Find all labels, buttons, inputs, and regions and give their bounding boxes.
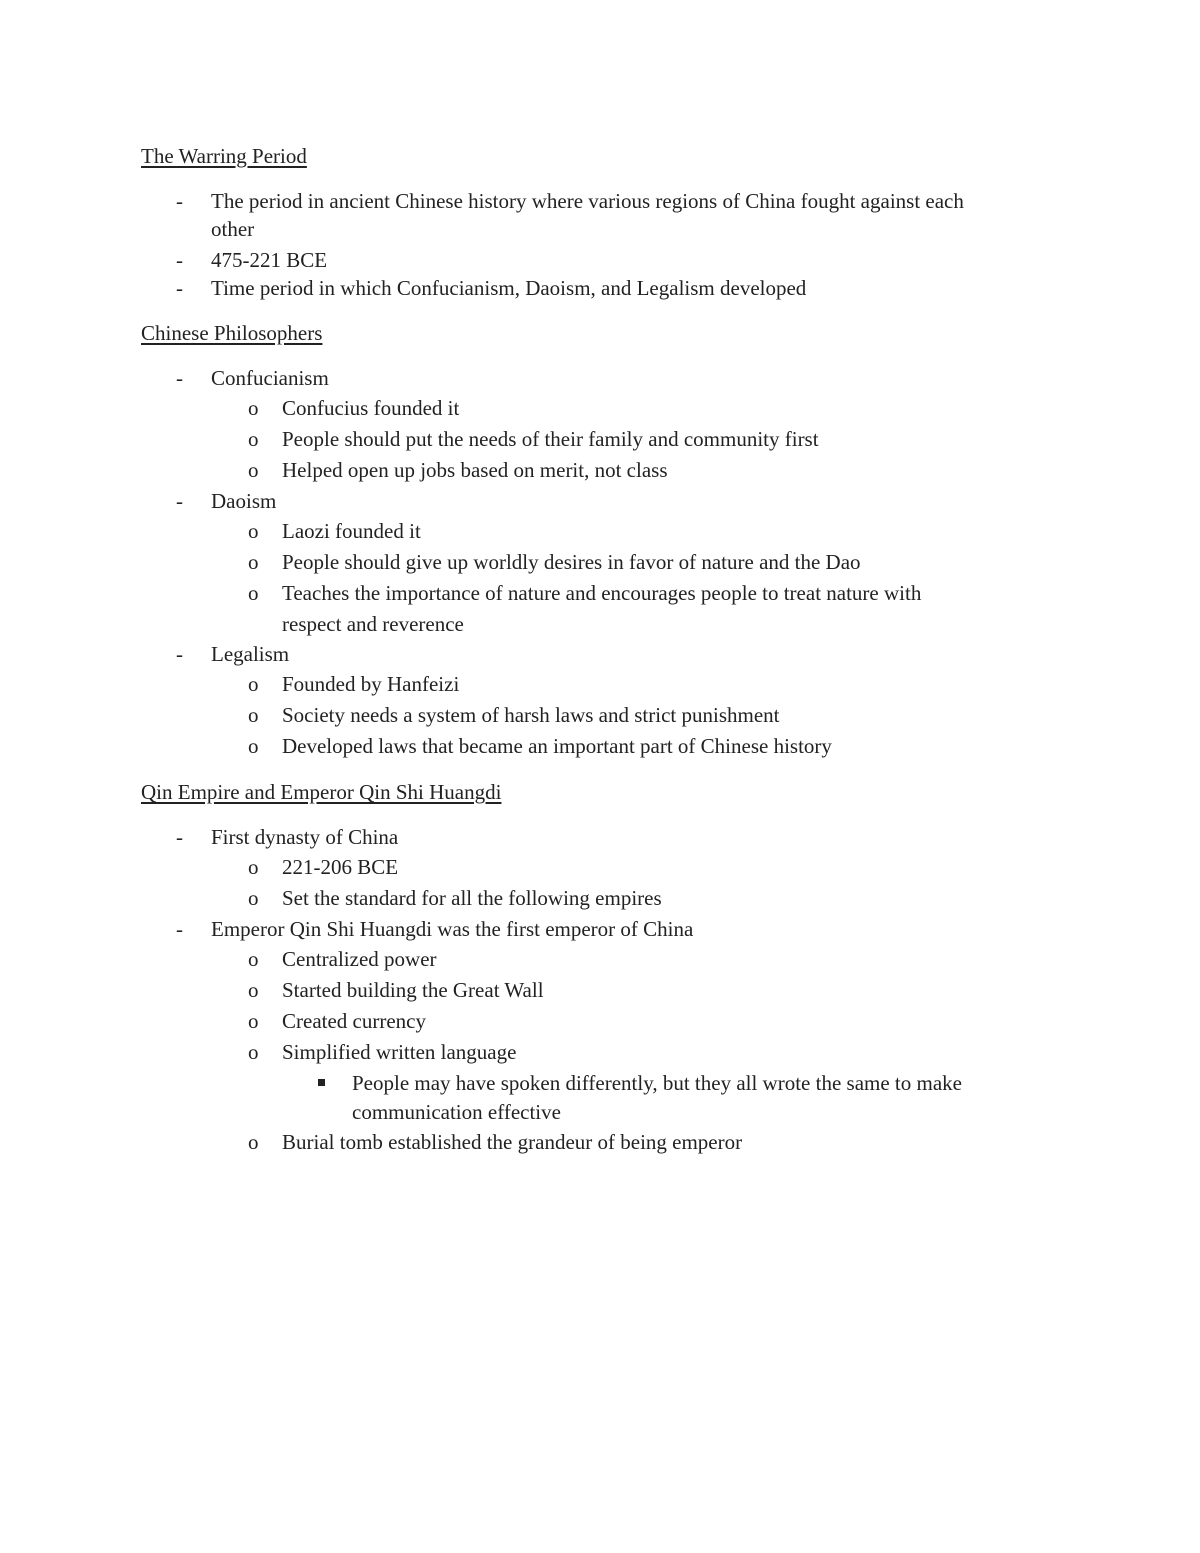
sub-item-text: Started building the Great Wall bbox=[282, 978, 544, 1002]
circle-bullet: o bbox=[248, 1130, 259, 1154]
sub-item-text: respect and reverence bbox=[282, 612, 464, 636]
circle-bullet: o bbox=[248, 1040, 259, 1064]
circle-bullet: o bbox=[248, 947, 259, 971]
square-bullet bbox=[318, 1071, 325, 1095]
circle-bullet: o bbox=[248, 396, 259, 420]
dash-bullet: - bbox=[176, 189, 183, 213]
sub-item-text: Helped open up jobs based on merit, not class bbox=[282, 458, 668, 482]
sub-item-text: Developed laws that became an important part of Chinese history bbox=[282, 734, 832, 758]
square-bullet-icon bbox=[318, 1079, 325, 1086]
section-heading: The Warring Period bbox=[141, 144, 307, 168]
dash-bullet: - bbox=[176, 248, 183, 272]
sub-item-text: Created currency bbox=[282, 1009, 426, 1033]
sub-sub-item-text: People may have spoken differently, but they all wrote the same to make bbox=[352, 1071, 962, 1095]
sub-sub-item-text: communication effective bbox=[352, 1100, 561, 1124]
sub-item-text: Confucius founded it bbox=[282, 396, 460, 420]
list-item-text: First dynasty of China bbox=[211, 825, 399, 849]
circle-bullet: o bbox=[248, 978, 259, 1002]
circle-bullet: o bbox=[248, 703, 259, 727]
circle-bullet: o bbox=[248, 886, 259, 910]
sub-item-text: Simplified written language bbox=[282, 1040, 517, 1064]
list-item-text: The period in ancient Chinese history where various regions of China fought against each bbox=[211, 189, 964, 213]
circle-bullet: o bbox=[248, 519, 259, 543]
dash-bullet: - bbox=[176, 825, 183, 849]
list-item-text: 475-221 BCE bbox=[211, 248, 328, 272]
sub-item-text: Laozi founded it bbox=[282, 519, 421, 543]
list-item-text: Time period in which Confucianism, Daoism, and Legalism developed bbox=[211, 276, 807, 300]
sub-item-text: Centralized power bbox=[282, 947, 437, 971]
sub-item-text: Society needs a system of harsh laws and strict punishment bbox=[282, 703, 780, 727]
circle-bullet: o bbox=[248, 550, 259, 574]
dash-bullet: - bbox=[176, 917, 183, 941]
sub-item-text: Set the standard for all the following empires bbox=[282, 886, 662, 910]
circle-bullet: o bbox=[248, 427, 259, 451]
dash-bullet: - bbox=[176, 642, 183, 666]
circle-bullet: o bbox=[248, 855, 259, 879]
sub-item-text: People should put the needs of their family and community first bbox=[282, 427, 819, 451]
list-item-text: Daoism bbox=[211, 489, 277, 513]
circle-bullet: o bbox=[248, 672, 259, 696]
list-item-text: other bbox=[211, 217, 255, 241]
circle-bullet: o bbox=[248, 1009, 259, 1033]
sub-item-text: People should give up worldly desires in favor of nature and the Dao bbox=[282, 550, 861, 574]
dash-bullet: - bbox=[176, 366, 183, 390]
list-item-text: Legalism bbox=[211, 642, 290, 666]
sub-item-text: Burial tomb established the grandeur of being emperor bbox=[282, 1130, 743, 1154]
sub-item-text: Teaches the importance of nature and encourages people to treat nature with bbox=[282, 581, 922, 605]
circle-bullet: o bbox=[248, 581, 259, 605]
circle-bullet: o bbox=[248, 734, 259, 758]
circle-bullet: o bbox=[248, 458, 259, 482]
section-heading: Chinese Philosophers bbox=[141, 321, 323, 345]
sub-item-text: Founded by Hanfeizi bbox=[282, 672, 460, 696]
list-item-text: Confucianism bbox=[211, 366, 329, 390]
list-item-text: Emperor Qin Shi Huangdi was the first emperor of China bbox=[211, 917, 694, 941]
sub-item-text: 221-206 BCE bbox=[282, 855, 399, 879]
section-heading: Qin Empire and Emperor Qin Shi Huangdi bbox=[141, 780, 502, 804]
dash-bullet: - bbox=[176, 276, 183, 300]
dash-bullet: - bbox=[176, 489, 183, 513]
